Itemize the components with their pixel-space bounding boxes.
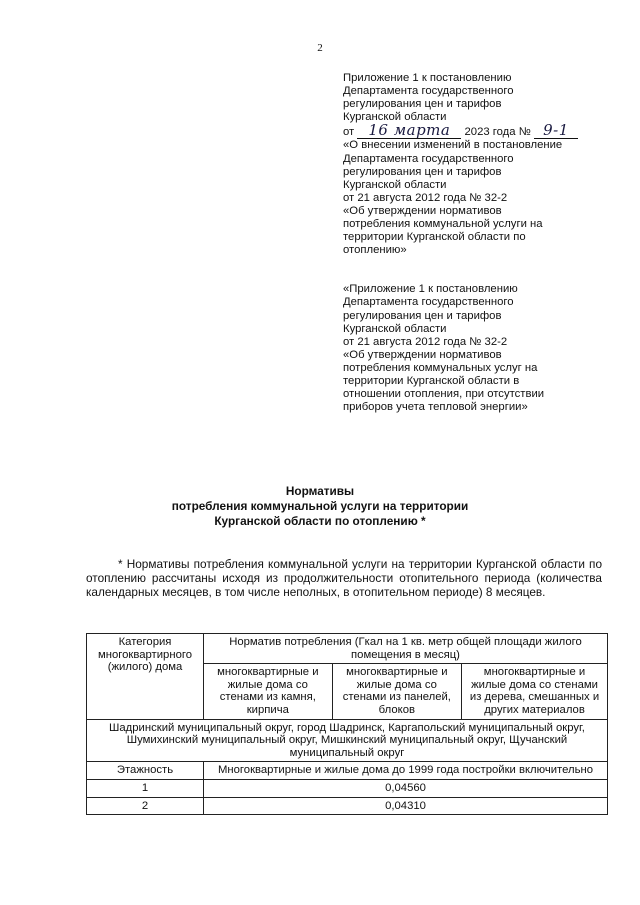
region-cell: Шадринский муниципальный округ, город Шадринск, Каргапольский муниципальный округ, Шумихинский муниципальный округ, Мишкинский муниципальный округ, Щучанский муниципальный округ xyxy=(87,719,608,762)
annex-line: Курганской области xyxy=(343,111,447,124)
date-prefix: от xyxy=(343,126,355,139)
floor-cell: 1 xyxy=(87,779,204,797)
handwritten-date: 16 марта xyxy=(368,121,451,140)
subheader-panel: многоквартирные и жилые дома со стенами из панелей, блоков xyxy=(332,664,461,719)
document-title xyxy=(60,484,580,529)
annex-line: отоплению» xyxy=(343,244,407,257)
date-suffix: 2023 года № xyxy=(464,126,531,139)
annex-line: регулирования цен и тарифов xyxy=(343,98,502,111)
annex-line: регулирования цен и тарифов xyxy=(343,165,502,178)
annex-line: Департамента государственного xyxy=(343,85,514,98)
header-norm: Норматив потребления (Гкал на 1 кв. метр общей площади жилого помещения в месяц) xyxy=(204,634,608,664)
annex-line: Приложение 1 к постановлению xyxy=(343,72,512,84)
footnote-text: * Нормативы потребления коммунальной услуги на территории Курганской области по отоплению рассчитаны исходя из продолжительности отопительного периода (количества календарных месяцев, в том числе неполных, в отопительном периоде) 8 месяцев. xyxy=(86,557,602,599)
annex2-line: «Приложение 1 к постановлению xyxy=(343,283,518,296)
table-region-row xyxy=(87,719,608,762)
annex2-line: территории Курганской области в xyxy=(343,374,520,387)
header-category: Категория многоквартирного (жилого) дома xyxy=(87,634,204,720)
annex2-line: от 21 августа 2012 года № 32-2 xyxy=(343,335,508,348)
built-label: Многоквартирные и жилые дома до 1999 года постройки включительно xyxy=(204,762,608,780)
table-row xyxy=(87,797,608,815)
table-header-row xyxy=(87,634,608,664)
annex-line: от 21 августа 2012 года № 32-2 xyxy=(343,191,508,204)
annex-line: Курганской области xyxy=(343,178,447,191)
subheader-stone: многоквартирные и жилые дома со стенами из камня, кирпича xyxy=(204,664,333,719)
page-number: 2 xyxy=(317,42,323,54)
annex-line: «Об утверждении нормативов xyxy=(343,204,502,217)
annex2-line: отношении отопления, при отсутствии xyxy=(343,388,545,401)
value-cell: 0,04310 xyxy=(204,797,608,815)
table-row xyxy=(87,779,608,797)
floor-cell: 2 xyxy=(87,797,204,815)
annex-line: территории Курганской области по xyxy=(343,231,526,244)
handwritten-number: 9-1 xyxy=(543,121,569,140)
footnote-paragraph xyxy=(86,557,602,599)
handwritten-number-field xyxy=(534,121,578,140)
annex-header xyxy=(343,72,613,414)
handwritten-date-field xyxy=(357,121,461,140)
title-line: потребления коммунальной услуги на территории xyxy=(171,499,469,513)
annex2-line: «Об утверждении нормативов xyxy=(343,348,502,361)
annex2-line: Департамента государственного xyxy=(343,296,514,309)
floors-label: Этажность xyxy=(87,762,204,780)
annex2-line: Курганской области xyxy=(343,322,447,335)
annex2-line: приборов учета тепловой энергии» xyxy=(343,401,528,414)
annex2-line: потребления коммунальных услуг на xyxy=(343,361,538,374)
norms-table xyxy=(86,633,608,815)
table-floors-row xyxy=(87,762,608,780)
subheader-wood: многоквартирные и жилые дома со стенами из дерева, смешанных и других материалов xyxy=(462,664,608,719)
annex2-line: регулирования цен и тарифов xyxy=(343,309,502,322)
annex-line: «О внесении изменений в постановление xyxy=(343,139,563,152)
title-line: Нормативы xyxy=(285,484,355,498)
value-cell: 0,04560 xyxy=(204,779,608,797)
annex-line: Департамента государственного xyxy=(343,152,514,165)
annex-line: потребления коммунальной услуги на xyxy=(343,218,543,231)
title-line: Курганской области по отоплению * xyxy=(214,514,426,528)
annex-date-line xyxy=(343,121,613,140)
